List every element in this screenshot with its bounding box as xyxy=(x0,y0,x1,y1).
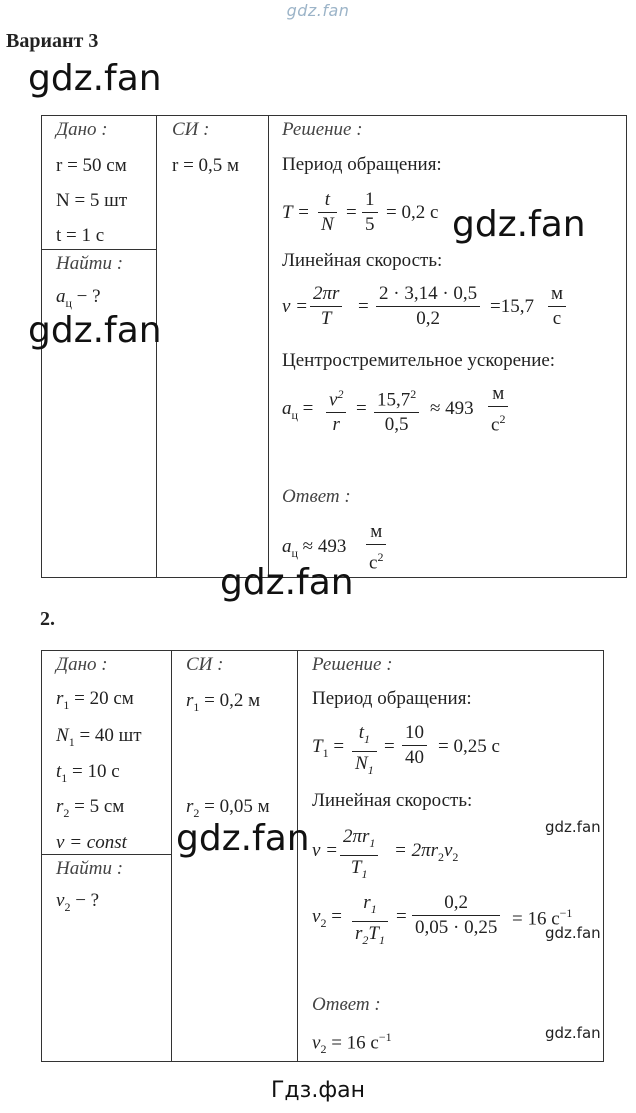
variant-title: Вариант 3 xyxy=(6,30,99,52)
solution-header: Решение : xyxy=(282,119,363,140)
speed-formula: 2πr T xyxy=(310,282,342,331)
footer-watermark: Гдз.фан xyxy=(271,1078,365,1103)
period-lhs: $T_1$ = xyxy=(312,736,345,760)
equals: = xyxy=(384,736,395,757)
speed-unit: м с xyxy=(548,282,566,331)
period-fraction: t N xyxy=(318,188,337,237)
find-header: Найти : xyxy=(56,253,124,274)
speed-result: =15,7 xyxy=(490,296,534,317)
answer-value: $\nu_2 = 16$ $с^{-1}$ xyxy=(312,1030,392,1057)
period-formula: $t_1$ $N_1$ xyxy=(352,721,377,782)
watermark: gdz.fan xyxy=(220,562,354,603)
watermark: gdz.fan xyxy=(545,1024,601,1042)
problem-number: 2. xyxy=(40,608,55,630)
column-divider xyxy=(268,115,269,578)
equals: = xyxy=(358,296,369,317)
column-divider xyxy=(171,650,172,1062)
row-divider xyxy=(41,854,171,855)
si-item: r = 0,5 м xyxy=(172,155,240,176)
answer-header: Ответ : xyxy=(312,994,381,1015)
given-item: $N_1 = 40$ шт xyxy=(56,725,142,749)
accel-title: Центростремительное ускорение: xyxy=(282,350,556,371)
si-header: СИ : xyxy=(172,119,210,140)
given-item: $r_1 = 20$ см xyxy=(56,688,134,712)
period-result: = 0,25 с xyxy=(438,736,500,757)
accel-unit: м $с^2$ xyxy=(488,382,508,437)
accel-result: ≈ 493 xyxy=(430,398,474,419)
watermark: gdz.fan xyxy=(28,58,162,99)
given-item: v = const xyxy=(56,832,127,853)
accel-lhs: $a_ц$ = xyxy=(282,398,314,422)
period-title: Период обращения: xyxy=(282,154,442,175)
speed-title: Линейная скорость: xyxy=(312,790,473,811)
given-item: N = 5 шт xyxy=(56,190,128,211)
answer-header: Ответ : xyxy=(282,486,351,507)
nu-lhs: $\nu_2$ = xyxy=(312,906,342,930)
find-header: Найти : xyxy=(56,858,124,879)
row-divider xyxy=(41,249,156,250)
si-item: $r_1 = 0,2$ м xyxy=(186,690,261,714)
nu-formula: $r_1$ $r_2T_1$ xyxy=(352,891,388,952)
speed-formula: $2\pi r_1$ $T_1$ xyxy=(340,825,378,886)
given-item: t = 1 с xyxy=(56,225,105,246)
equals: = xyxy=(396,906,407,927)
period-lhs: T = xyxy=(282,202,310,223)
si-item: $r_2 = 0,05$ м xyxy=(186,796,270,820)
period-title: Период обращения: xyxy=(312,688,472,709)
find-item: $a_ц$ − ? xyxy=(56,286,101,310)
speed-lhs: v = xyxy=(282,296,309,317)
given-header: Дано : xyxy=(56,654,108,675)
accel-formula: $v^2$ r xyxy=(326,382,346,437)
speed-result: = $2\pi r_2\nu_2$ xyxy=(394,840,459,864)
watermark-top: gdz.fan xyxy=(286,1,350,20)
si-header: СИ : xyxy=(186,654,224,675)
watermark: gdz.fan xyxy=(545,924,601,942)
watermark: gdz.fan xyxy=(176,818,310,859)
watermark: gdz.fan xyxy=(452,204,586,245)
find-item: $\nu_2$ − ? xyxy=(56,890,100,914)
solution-header: Решение : xyxy=(312,654,393,675)
equals: = xyxy=(356,398,367,419)
watermark: gdz.fan xyxy=(545,818,601,836)
answer-unit: м $с^2$ xyxy=(366,520,386,575)
nu-result: = 16 $с^{-1}$ xyxy=(512,906,573,930)
speed-title: Линейная скорость: xyxy=(282,250,443,271)
speed-fraction-values: 2 · 3,14 · 0,5 0,2 xyxy=(376,282,480,331)
nu-fraction-values: 0,2 0,05 · 0,25 xyxy=(412,891,500,940)
period-fraction-values: 1 5 xyxy=(362,188,378,237)
equals: = xyxy=(346,202,357,223)
given-header: Дано : xyxy=(56,119,108,140)
period-result: = 0,2 с xyxy=(386,202,439,223)
given-item: $r_2 = 5$ см xyxy=(56,796,125,820)
accel-fraction-values: 15,7$^2$ 0,5 xyxy=(374,382,419,437)
speed-lhs: v = xyxy=(312,840,339,861)
period-fraction-values: 10 40 xyxy=(402,721,427,770)
given-item: $t_1 = 10$ с xyxy=(56,761,120,785)
watermark: gdz.fan xyxy=(28,310,162,351)
given-item: r = 50 см xyxy=(56,155,127,176)
answer-value: $a_ц \approx 493$ xyxy=(282,536,347,560)
